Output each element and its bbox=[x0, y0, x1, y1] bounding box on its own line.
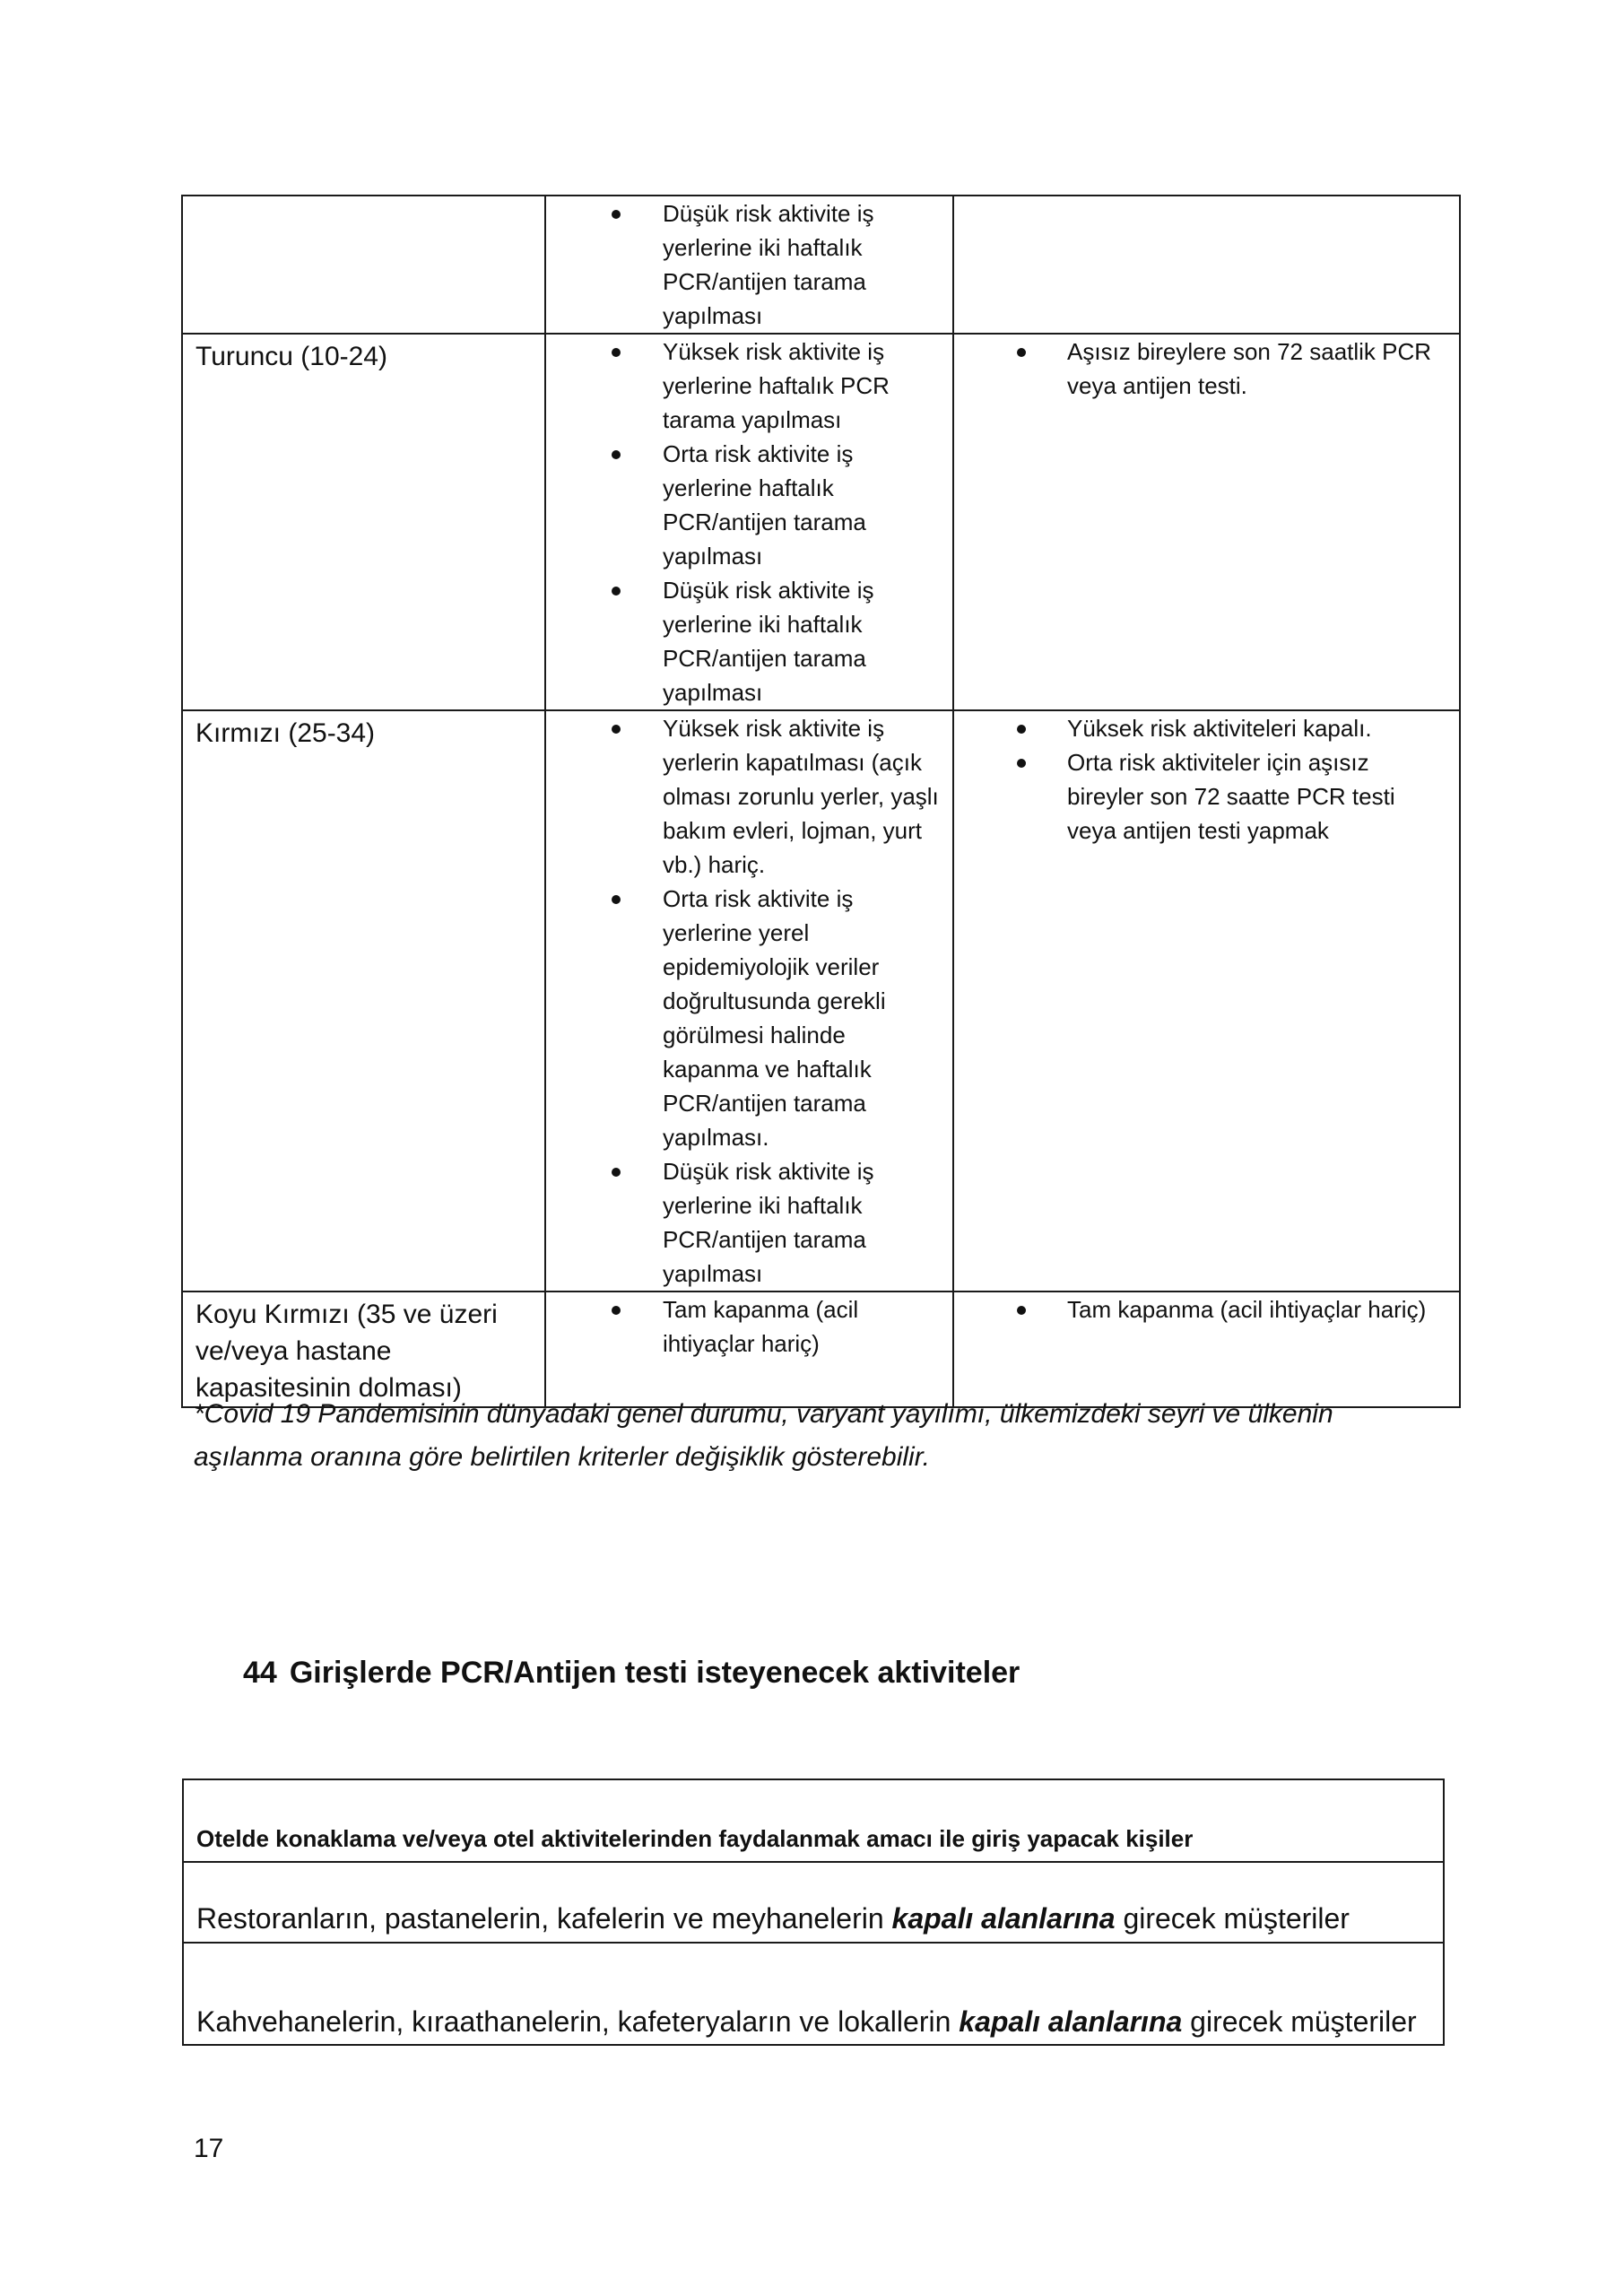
activity-measures-cell bbox=[953, 334, 1460, 710]
table-row bbox=[182, 710, 1460, 1292]
activity-text: Kahvehanelerin, kıraathanelerin, kafeteryaların ve lokallerin bbox=[196, 2005, 960, 2038]
risk-level-cell bbox=[182, 196, 545, 334]
activity-emphasis: kapalı alanlarına bbox=[959, 2005, 1183, 2038]
measure-text: Tam kapanma (acil ihtiyaçlar hariç) bbox=[663, 1296, 859, 1357]
list-item bbox=[546, 1292, 952, 1361]
list-item bbox=[954, 711, 1459, 745]
risk-level-label: Kırmızı (25-34) bbox=[195, 718, 376, 748]
activity-measures-cell bbox=[953, 1292, 1460, 1407]
measure-text: Tam kapanma (acil ihtiyaçlar hariç) bbox=[1067, 1296, 1427, 1323]
footnote: *Covid 19 Pandemisinin dünyadaki genel durumu, varyant yayılımı, ülkemizdeki seyri ve ülkenin aşılanma oranına göre belirtilen kriterler değişiklik gösterebilir. bbox=[194, 1399, 1333, 1472]
bullet-icon bbox=[1017, 759, 1026, 768]
activity-cell bbox=[183, 1779, 1444, 1862]
bullet-icon bbox=[612, 895, 621, 904]
risk-level-label: Koyu Kırmızı (35 ve üzeri ve/veya hastane kapasitesinin dolması) bbox=[195, 1300, 498, 1403]
measure-text: Yüksek risk aktiviteleri kapalı. bbox=[1067, 715, 1372, 742]
table-row bbox=[183, 1779, 1444, 1862]
section-title: Girişlerde PCR/Antijen testi isteyenecek aktiviteler bbox=[289, 1656, 1020, 1690]
risk-level-label bbox=[183, 196, 544, 200]
activity-measures-list bbox=[954, 1292, 1459, 1326]
workplace-measures-cell bbox=[545, 196, 953, 334]
list-item bbox=[954, 745, 1459, 848]
activity-measures-cell bbox=[953, 196, 1460, 334]
risk-level-cell bbox=[182, 710, 545, 1292]
list-item bbox=[546, 882, 952, 1154]
activity-cell bbox=[183, 1943, 1444, 2045]
activity-measures-list bbox=[954, 711, 1459, 848]
bullet-icon bbox=[1017, 348, 1026, 357]
activity-text: Restoranların, pastanelerin, kafelerin ve meyhanelerin bbox=[196, 1902, 892, 1935]
list-item bbox=[546, 335, 952, 437]
list-item bbox=[546, 1154, 952, 1291]
workplace-measures-list bbox=[546, 335, 952, 709]
activity-measures-cell bbox=[953, 710, 1460, 1292]
measure-text: Orta risk aktiviteler için aşısız bireyler son 72 saatte PCR testi veya antijen testi yapmak bbox=[1067, 749, 1395, 844]
table-row bbox=[182, 196, 1460, 334]
table-row bbox=[182, 1292, 1460, 1407]
table-row bbox=[183, 1943, 1444, 2045]
activity-cell bbox=[183, 1862, 1444, 1943]
list-item bbox=[546, 196, 952, 333]
measure-text: Düşük risk aktivite iş yerlerine iki haftalık PCR/antijen tarama yapılması bbox=[663, 1158, 874, 1287]
measure-text: Yüksek risk aktivite iş yerlerine haftalık PCR tarama yapılması bbox=[663, 338, 890, 433]
workplace-measures-list bbox=[546, 711, 952, 1291]
risk-level-table bbox=[181, 195, 1461, 1408]
risk-level-cell bbox=[182, 1292, 545, 1407]
measure-text: Yüksek risk aktivite iş yerlerin kapatılması (açık olması zorunlu yerler, yaşlı bakım evleri, lojman, yurt vb.) hariç. bbox=[663, 715, 939, 878]
bullet-icon bbox=[1017, 725, 1026, 734]
bullet-icon bbox=[612, 587, 621, 596]
list-item bbox=[546, 711, 952, 882]
measure-text: Düşük risk aktivite iş yerlerine iki haftalık PCR/antijen tarama yapılması bbox=[663, 577, 874, 706]
bullet-icon bbox=[612, 348, 621, 357]
list-item bbox=[954, 1292, 1459, 1326]
workplace-measures-cell bbox=[545, 710, 953, 1292]
measure-text: Orta risk aktivite iş yerlerine yerel epidemiyolojik veriler doğrultusunda gerekli görülmesi halinde kapanma ve haftalık PCR/antijen tarama yapılması. bbox=[663, 885, 886, 1151]
measure-text: Aşısız bireylere son 72 saatlik PCR veya antijen testi. bbox=[1067, 338, 1432, 399]
list-item bbox=[546, 437, 952, 573]
activity-text: Otelde konaklama ve/veya otel aktivitelerinden faydalanmak amacı ile giriş yapacak kişiler bbox=[196, 1825, 1194, 1852]
list-item bbox=[954, 335, 1459, 403]
list-item bbox=[546, 573, 952, 709]
activity-text-end: girecek müşteriler bbox=[1115, 1902, 1350, 1935]
section-heading bbox=[243, 1653, 1020, 1692]
workplace-measures-list bbox=[546, 196, 952, 333]
measure-text: Orta risk aktivite iş yerlerine haftalık PCR/antijen tarama yapılması bbox=[663, 440, 866, 570]
activity-measures-list bbox=[954, 335, 1459, 403]
activity-emphasis: kapalı alanlarına bbox=[891, 1902, 1116, 1935]
section-number: 44 bbox=[243, 1656, 277, 1690]
workplace-measures-cell bbox=[545, 1292, 953, 1407]
activity-text-end: girecek müşteriler bbox=[1182, 2005, 1417, 2038]
bullet-icon bbox=[612, 725, 621, 734]
bullet-icon bbox=[612, 1168, 621, 1177]
workplace-measures-cell bbox=[545, 334, 953, 710]
table-row bbox=[182, 334, 1460, 710]
activities-table bbox=[182, 1779, 1445, 2046]
risk-level-cell bbox=[182, 334, 545, 710]
bullet-icon bbox=[1017, 1306, 1026, 1315]
risk-level-label: Turuncu (10-24) bbox=[195, 342, 387, 371]
measure-text: Düşük risk aktivite iş yerlerine iki haftalık PCR/antijen tarama yapılması bbox=[663, 200, 874, 329]
bullet-icon bbox=[612, 210, 621, 219]
workplace-measures-list bbox=[546, 1292, 952, 1361]
bullet-icon bbox=[612, 1306, 621, 1315]
table-row bbox=[183, 1862, 1444, 1943]
page-number: 17 bbox=[194, 2134, 224, 2163]
bullet-icon bbox=[612, 450, 621, 459]
